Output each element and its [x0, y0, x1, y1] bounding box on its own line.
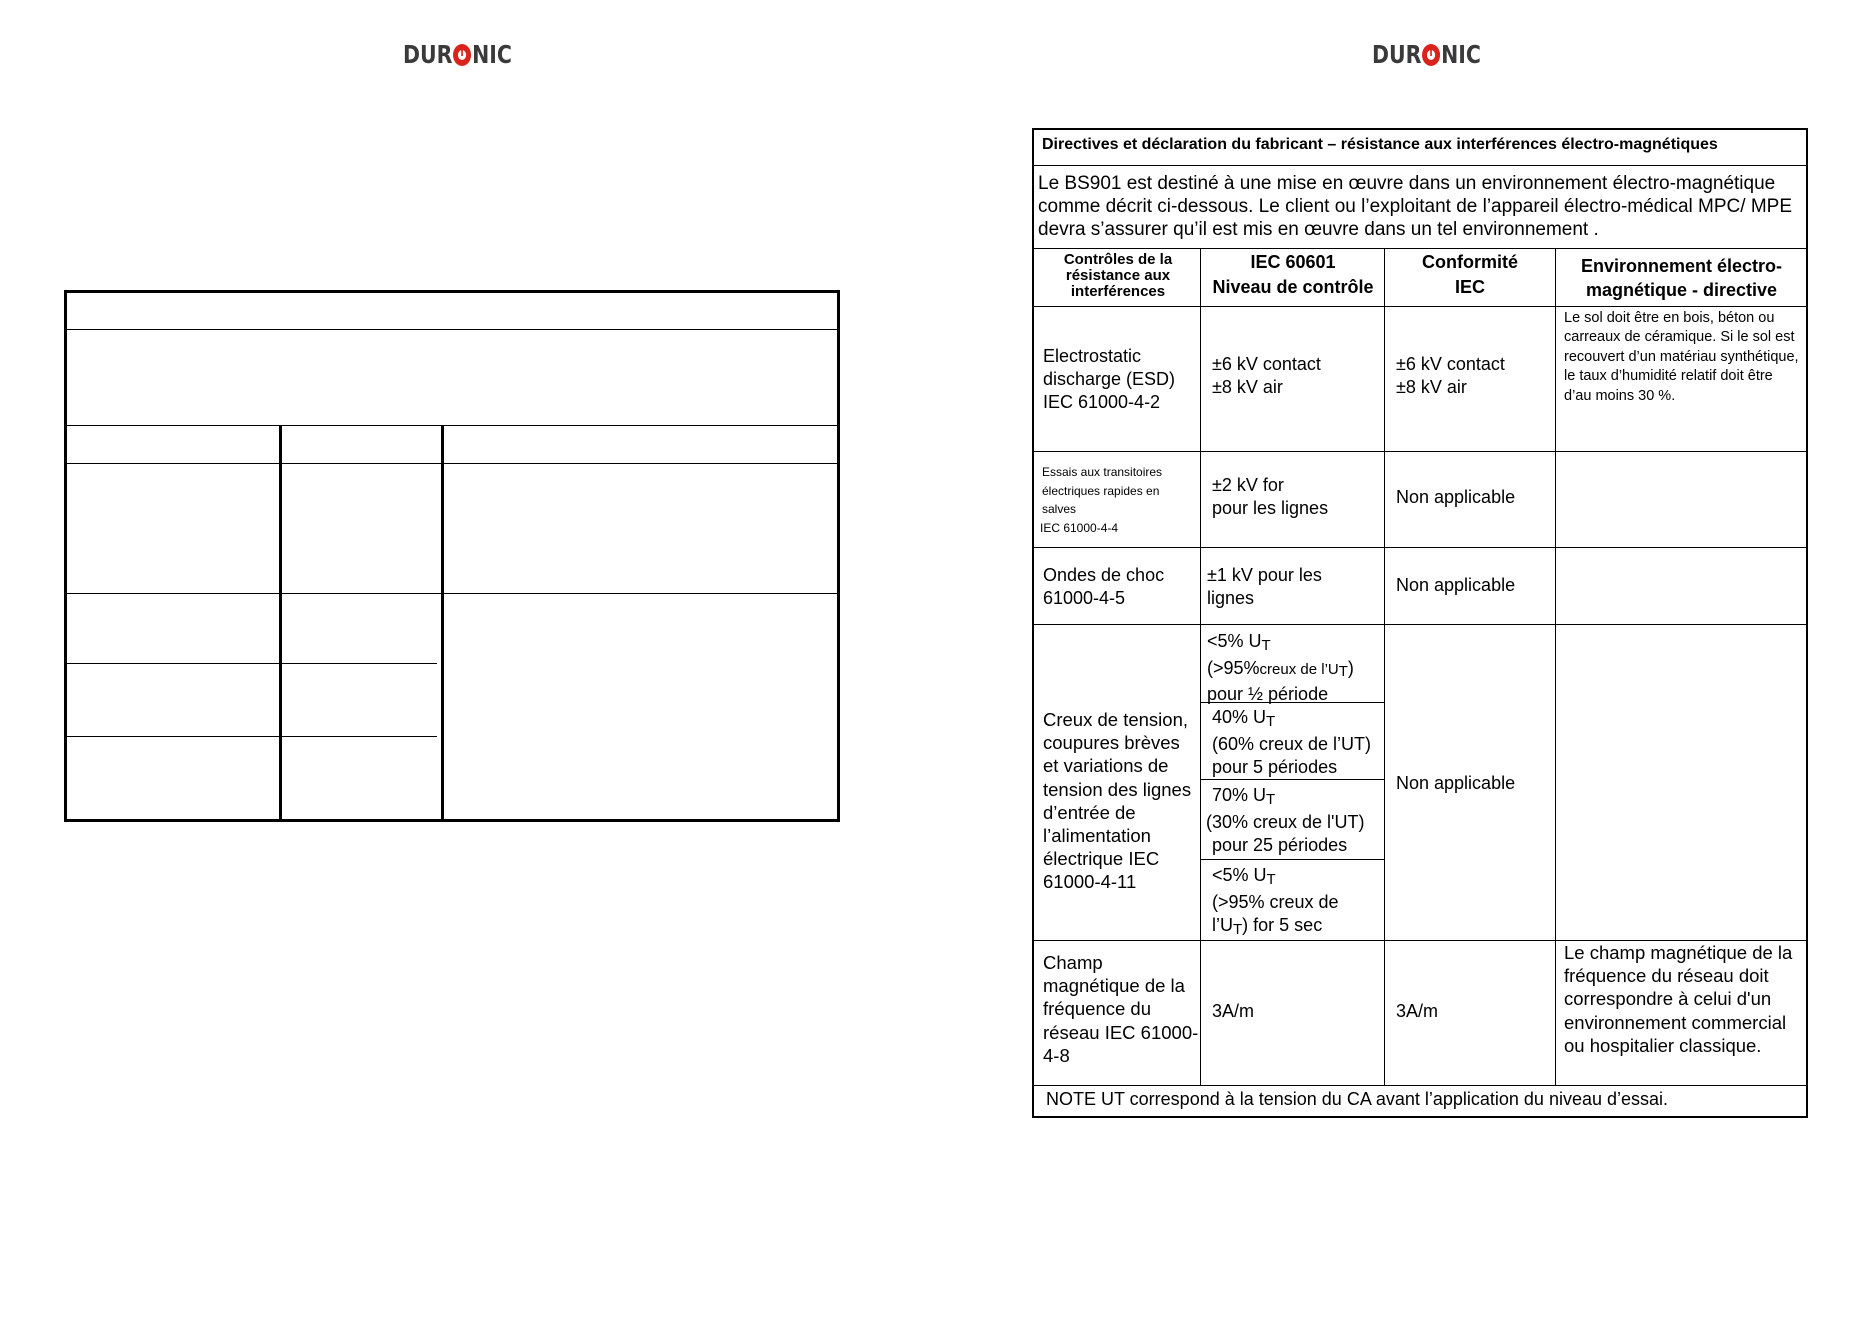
header-compliance-line1: Conformité — [1422, 252, 1518, 272]
rule — [1034, 547, 1806, 548]
surge-test — [1043, 564, 1197, 610]
rule — [1200, 248, 1201, 1085]
esd-environment: Le sol doit être en bois, béton ou carreaux de céramique. Si le sol est recouvert d’un matériau synthétique, le taux d’humidité relatif doit être d’au moins 30 %. — [1564, 310, 1799, 404]
rule — [67, 593, 837, 594]
eft-test-line3: salves — [1042, 502, 1077, 516]
surge-level — [1207, 564, 1382, 610]
dips-level-3-line2: (30% creux de l'UT) — [1206, 812, 1365, 832]
dips-level-4-line1 — [1212, 864, 1384, 891]
rule — [67, 425, 837, 426]
header-compliance-line2: IEC — [1454, 277, 1485, 297]
dips-level-4-u: l’U — [1212, 915, 1233, 935]
esd-level — [1212, 353, 1382, 399]
dips-level-4-value: <5% U — [1212, 865, 1267, 885]
dips-level-4 — [1212, 864, 1384, 941]
blank-table-left-page — [64, 290, 840, 822]
rule — [1555, 248, 1556, 1085]
duronic-logo-right — [1372, 42, 1481, 68]
dips-level-1 — [1207, 630, 1384, 706]
header-iec-level-line1: IEC 60601 — [1250, 252, 1336, 272]
logo-text-right: NIC — [1441, 40, 1481, 69]
rule — [1034, 248, 1806, 249]
dips-level-1-line2 — [1207, 657, 1384, 683]
magnetic-environment: Le champ magnétique de la fréquence du réseau doit correspondre à celui d'un environnement commercial ou hospitalier classique. — [1564, 942, 1793, 1056]
esd-compliance-contact: ±6 kV contact — [1396, 354, 1505, 374]
rule — [441, 425, 444, 822]
duronic-logo-left — [403, 42, 512, 68]
eft-level-line2: pour les lignes — [1212, 498, 1329, 518]
table-intro: Le BS901 est destiné à une mise en œuvre dans un environnement électro-magnétique comme décrit ci-dessous. Le client ou l’exploitant de l’appareil électro-médical MPC/ MPE devra s’assurer qu’il est mis en œuvre dans un tel environnement . — [1038, 173, 1792, 240]
surge-test-line1: Ondes de choc — [1043, 565, 1165, 585]
header-iec-level — [1202, 250, 1384, 300]
magnetic-level: 3A/m — [1212, 1001, 1255, 1021]
logo-text-left: DUR — [1372, 40, 1422, 69]
magnetic-test: Champ magnétique de la fréquence du réseau IEC 61000-4-8 — [1043, 952, 1199, 1066]
rule — [1384, 248, 1385, 1085]
rule — [1034, 451, 1806, 452]
rule — [1200, 779, 1384, 780]
dips-level-2-line3: pour 5 périodes — [1212, 757, 1338, 777]
esd-test: Electrostatic discharge (ESD) IEC 61000-4-2 — [1043, 346, 1176, 412]
dips-level-1-line1 — [1207, 630, 1384, 657]
eft-level-line1: ±2 kV for — [1212, 475, 1284, 495]
eft-compliance: Non applicable — [1396, 487, 1516, 507]
dips-level-3-line1 — [1206, 784, 1384, 811]
eft-test-line1: Essais aux transitoires — [1042, 465, 1163, 479]
rule — [67, 663, 437, 664]
power-icon — [453, 44, 471, 66]
eft-test-line4: IEC 61000-4-4 — [1040, 520, 1119, 535]
logo-text-right: NIC — [472, 40, 512, 69]
table-title: Directives et déclaration du fabricant – résistance aux interférences électro-magnétiques — [1042, 136, 1718, 153]
dips-level-4-sub: T — [1233, 921, 1243, 938]
rule — [1034, 306, 1806, 307]
dips-level-1-dip: creux de l’U — [1259, 661, 1339, 678]
rule — [1034, 1085, 1806, 1086]
surge-test-line2: 61000-4-5 — [1043, 588, 1126, 608]
rule — [1034, 624, 1806, 625]
dips-level-1-close: ) — [1347, 658, 1354, 678]
dips-level-1-sub2: T — [1338, 663, 1348, 680]
header-tests: Contrôles de la résistance aux interférences — [1063, 251, 1173, 300]
esd-level-air: ±8 kV air — [1212, 377, 1283, 397]
dips-level-3-value: 70% U — [1212, 785, 1267, 805]
surge-level-line2: lignes — [1207, 588, 1255, 608]
dips-level-4-duration: ) for 5 sec — [1242, 915, 1323, 935]
dips-level-1-value: <5% U — [1207, 631, 1262, 651]
dips-level-1-pct: (>95% — [1207, 658, 1260, 678]
esd-compliance — [1396, 353, 1554, 399]
dips-level-2-line1 — [1212, 706, 1384, 733]
rule — [67, 736, 437, 737]
rule — [1034, 165, 1806, 166]
dips-test: Creux de tension, coupures brèves et variations de tension des lignes d’entrée de l’alimentation électrique IEC 61000-4-11 — [1043, 709, 1192, 893]
dips-compliance: Non applicable — [1396, 773, 1516, 793]
dips-level-2-value: 40% U — [1212, 707, 1267, 727]
surge-level-line1: ±1 kV pour les — [1207, 565, 1322, 585]
esd-compliance-air: ±8 kV air — [1396, 377, 1467, 397]
dips-level-2-line2: (60% creux de l’UT) — [1212, 734, 1372, 754]
surge-compliance: Non applicable — [1396, 575, 1516, 595]
dips-level-1-sub: T — [1261, 637, 1271, 654]
eft-test — [1042, 463, 1198, 537]
eft-level — [1212, 474, 1382, 520]
rule — [279, 425, 282, 822]
dips-level-3-line3: pour 25 périodes — [1212, 835, 1348, 855]
rule — [67, 463, 837, 464]
magnetic-compliance: 3A/m — [1396, 1001, 1439, 1021]
rule — [67, 329, 837, 330]
dips-level-3 — [1206, 784, 1384, 857]
header-iec-level-line2: Niveau de contrôle — [1212, 277, 1374, 297]
dips-level-2 — [1212, 706, 1384, 779]
power-icon — [1422, 44, 1440, 66]
dips-level-3-sub: T — [1266, 791, 1276, 808]
dips-level-2-sub: T — [1266, 713, 1276, 730]
header-environment: Environnement électro-magnétique - directive — [1580, 256, 1783, 300]
dips-level-4-line3 — [1212, 914, 1384, 941]
rule — [1200, 859, 1384, 860]
logo-text-left: DUR — [403, 40, 453, 69]
dips-level-4-line2: (>95% creux de — [1212, 892, 1339, 912]
emc-immunity-table — [1032, 128, 1808, 1118]
dips-level-1-line3: pour ½ période — [1207, 684, 1329, 704]
eft-test-line2: électriques rapides en — [1042, 483, 1160, 498]
dips-level-4-sub: T — [1266, 871, 1276, 888]
header-compliance — [1386, 250, 1554, 300]
esd-level-contact: ±6 kV contact — [1212, 354, 1321, 374]
table-note: NOTE UT correspond à la tension du CA avant l’application du niveau d’essai. — [1046, 1089, 1669, 1109]
